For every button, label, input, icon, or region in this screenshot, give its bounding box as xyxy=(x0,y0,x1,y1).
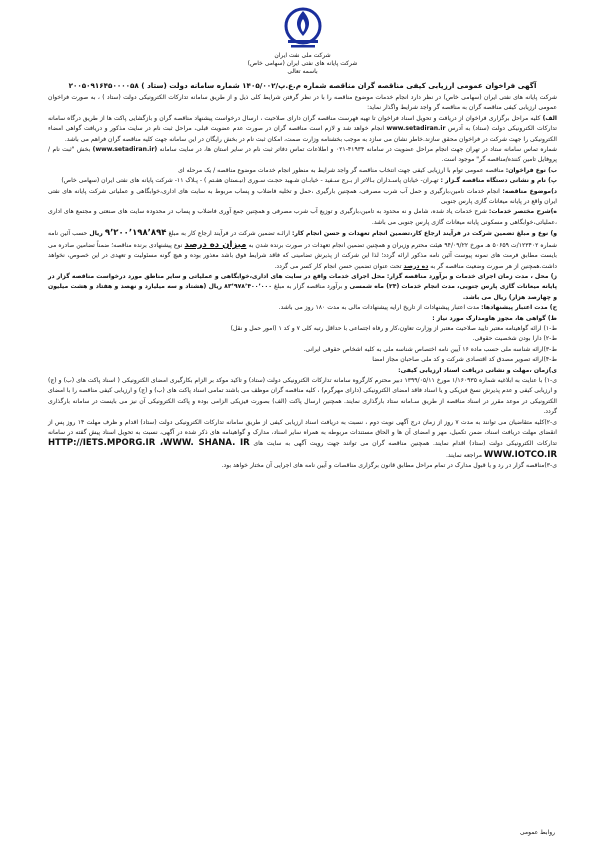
section-alef-text2: انجام خواهد شد و لازم است مناقصه گران در صورت عدم عضویت قبلی، مراحل ثبت نام در سایت مذکور و دریافت گواهی امضاء الکترونیکی را جهت شرکت در فراخوان محقق سازند.خاطر نشان می سازد به موجب بخشنامه وزارت صمت، امکان ثبت نام در بخش رایگان در این سامانه جهت کلیه مناقصه گران فراهم می باشد. xyxy=(48,125,557,143)
ye-item-2 xyxy=(48,418,557,462)
section-ze-label: ز) محل ، مدت زمان اجرای خدمات و برآورد مناقصه گزار: xyxy=(386,272,557,280)
section-ze-t2: و برآورد مناقصه گزار به مبلغ xyxy=(274,283,348,291)
guarantee-amount: ۹٬۲۰۰٬۱۹۸٬۸۹۴ xyxy=(104,228,167,239)
iotco-site-link[interactable]: WWW.IOTCO.IR xyxy=(483,449,557,460)
ye-item-3: ی-۳)مناقصه گزار در رد و یا قبول مدارک در تمام مراحل مطابق قانون برگزاری مناقصات و آیین نامه های اجرایی آن مختار خواهد بود. xyxy=(221,462,557,470)
nioc-logo-icon xyxy=(272,6,334,52)
notice-title: آگهی فراخوان عمومی ارزیابی کیفی مناقصه گران مناقصه شماره م.ع.پ/۱۴۰۵/۰۰۲ شماره سامانه دولت (ستاد ) ۲۰۰۵۰۹۱۶۴۵۰۰۰۰۵۸ xyxy=(68,81,537,90)
company-name: شرکت ملی نفت ایران xyxy=(274,52,331,59)
section-vav-t4: نوع پیشنهادی برنده مناقصه؛ ضمناً تضامین صادره می بایست مطابق فرمت های نمونه پیوست آئین نامه مذکور ارائه گردد؛ لذا این شرکت از پذیرش تضامینی که فاقد شرایط فوق باشد معذور بوده و هیچ گونه مسئولیت و تعهدی در این خصوص، نخواهد داشت.همچنین از هر صورت وضعیت مناقصه گر به xyxy=(48,241,557,270)
ta-item-3: ط-۳)ارائه شناسه ملی حسب ماده ۱۶ آیین نامه اختصاص شناسه ملی به کلیه اشخاص حقوقی ایرانی. xyxy=(303,345,557,353)
praise-line: باسمه تعالی xyxy=(287,68,318,75)
ta-item-1: ط-۱) ارائه گواهینامه معتبر تایید صلاحیت معتبر از وزارت تعاون،کار و رفاه اجتماعی با حداقل رتبه کلی ۷ و کد ۱ (امور حمل و نقل) xyxy=(230,324,557,332)
section-alef-text4: بخش "ثبت نام / پروفایل تامین کننده/مناقصه گر" موجود است. xyxy=(48,146,557,164)
section-dal-label: د)موضوع مناقصه: xyxy=(502,187,557,195)
section-ye-heading: ی)زمان ،مهلت و نشانی دریافت اسناد ارزیابی کیفی: xyxy=(398,366,557,374)
notice-header xyxy=(48,6,557,90)
section-alef-label: الف) xyxy=(542,114,558,122)
section-be xyxy=(48,166,557,176)
section-he-label: ه)شرح مختصر خدمات: xyxy=(488,208,557,216)
section-alef-text3: شماره تماس سامانه ستاد در تهران جهت انجام مراحل عضویت در سامانه ۴۱۹۳۴-۰۲۱ و اطلاعات تماس دفاتر ثبت نام در سایر استان ها، در سایت سامانه xyxy=(159,146,557,154)
section-he2 xyxy=(48,303,557,313)
section-be-label: ب) نوع فراخوان: xyxy=(505,166,557,174)
contract-duration: (۲۴) ماه شمسی xyxy=(349,283,400,291)
setad-site-link[interactable]: www.setadiran.ir xyxy=(386,125,446,133)
section-vav-t5: تحت عنوان تضمین حسن انجام کار کسر می گردد. xyxy=(274,262,402,270)
section-he xyxy=(48,207,557,228)
estimate-amount: ۸۳٬۹۷۸٬۴۰۰٬۰۰۰ xyxy=(224,283,272,291)
section-dal xyxy=(48,187,557,208)
section-vav-t3: حسب آئین نامه شماره ۱۲۳۴۰۲/ت ۵۰۶۵۹ هـ مورخ ۹۴/۰۹/۲۲ هیئت محترم وزیران و همچنین تضمین انجام تعهدات در صورت برنده شدن به xyxy=(48,230,558,249)
section-vav-t1: ارائـه تضمین شرکت در فرآیند ارجاع کار به مبلغ xyxy=(168,230,290,238)
setad-site-link-2[interactable]: (www.setadiran.ir) xyxy=(92,146,158,154)
ye-item-1: ی-۱) با عنایت به ابلاغیه شماره ۱/۱۶۰۹۳۵ مورخ ۱۳۹۹/۰۵/۱۱ دبیر محترم کارگروه سامانه تدارکات الکترونیکی دولت (ستاد) و تاکید موکد بر الزام بکارگیری امضای الکترونیکی ( اسناد پاکت های (ب) و (ج) و ارزیابی کیفی و عدم پذیرش نسخ فیزیکی و یا اسناد فاقد امضای الکترونیکی (دارای مهرگرم) ، کلیه مناقصه گران موظف می باشند تمامی اسناد پاکت های (ب) و (ج) و ارزیابی کیفی مناقصه را با امضای الکترونیکی در موعد مقرر در اسناد مناقصه از طریق سـامانه ستاد بارگذاری نمایند. همچنین ارسال پاکت (الف) بصورت فیزیکی الزامی بوده و پاکت الکترونیکی آن نیز می بایست در سامانه بارگذاری گردد. xyxy=(48,376,557,416)
section-pe-text: تهـران- خیابان پاسـداران بـالاتر از بـرج سـفید - خیابـان شـهید حجـت سـوری (نیـستان هفـتم ) - پـلاک ۱۱- شرکت پایانه های نفتی ایران (سهامی خاص) xyxy=(61,177,439,185)
section-alef-text1: کلیه مراحل برگزاری فراخوان از دریافت و تحویل اسناد فراخوان تا تهیه فهرست مناقصه گران دارای صلاحیت ، ارسال درخواست پیشنهاد مناقصه گران و بازگشایی پاکت ها از طریق درگاه سامانه تدارکات الکترونیکی دولت (ستاد) به آدرس xyxy=(48,114,558,133)
section-ze xyxy=(48,272,557,303)
guarantee-currency: ریال xyxy=(89,230,103,238)
section-pe xyxy=(48,176,557,186)
section-vav-label: و) نوع و مبلغ تضمین شرکت در فرآیند ارجاع کار،تضمین انجام تعهدات و حسن انجام کار: xyxy=(291,230,558,238)
section-vav xyxy=(48,228,557,272)
guarantee-percent: میزان ده درصد xyxy=(184,239,247,250)
section-ta-heading: ط) گواهی ها، مجوز هاومدارک مورد نیاز : xyxy=(432,314,557,322)
section-he2-text: مدت اعتبار پیشنهادات از تاریخ ارایه پیشنهادات مالی به مدت ۱۸۰ روز می باشد. xyxy=(278,304,480,312)
section-alef xyxy=(48,114,557,145)
intro-paragraph: شرکت پایانه های نفتی ایران (سهامی خاص) در نظر دارد انجام خدمات موضوع مناقصه را با در نظر گرفتن شرایط کلی ذیل و از طریق سامانه تدارکات الکترونیکی دولت (ستاد ) ، به صورت فراخوان عمومی ارزیابی کیفی مناقصه گران به مناقصه گر واجد شرایط واگذار نماید: xyxy=(48,94,557,112)
guarantee-percent-2: ده درصد xyxy=(403,262,429,270)
section-ze-t3: ریال (هشتاد و سه میلیارد و نهصد و هفتاد و هشت میلیون و چهارصد هزار) ریال می باشد. xyxy=(48,283,557,301)
ye-item-2-text: ی-۲)کلیه متقاضیان می توانند به مدت ۷ روز از زمان درج آگهی نوبت دوم ، نسبت به دریافت اسناد ارزیابی کیفی از طریق سامانه تدارکات الکترونیکی دولت (ستاد) اقدام و ظرف مهلت ۱۴ روز پس از انقضای مهلت دریافت اسناد، ضمن تکمیل، مهر و امضای آن ها و الحاق مستندات مربوطه به همراه سایر اسناد، مدارک و گواهینامه های ذکر شده در آگهی، نسبت به تحویل اسناد پیش گفته در سامانه تدارکات الکترونیکی دولت (ستاد) اقدام نمایند. همچنین مناقصه گران می توانند جهت رویت آگهی به سایت های xyxy=(48,418,558,448)
subsidiary-name: شرکت پایانه های نفتی ایران (سهامی خاص) xyxy=(247,60,358,67)
ta-item-4: ط-۴)ارائه تصویر مصدق کد اقتصادی شرکت و کد ملی صاحبان مجاز امضا xyxy=(372,356,557,364)
notice-sites-links[interactable]: HTTP://IETS.MPORG.IR ،WWW. SHANA. IR xyxy=(48,438,250,449)
ye-item-2-end: مراجعه نمایند. xyxy=(446,451,482,459)
section-he2-label: ح) مدت اعتبار پیشنهادها: xyxy=(481,304,557,312)
section-dal-text: انجام خدمات تامین،بارگیری و حمل آب شرب مصرفی، همچنین بارگیری ،حمل و تخلیه فاضلاب و پساب مربوط به سایت های اداری،خوابگاهی و عملیاتی شرکت پایانه های نفتی ایران واقع در پایانه میعانات گازی پارس جنوبی xyxy=(48,187,557,206)
section-be-text: مناقصه عمومی توام با ارزیابی کیفی جهت انتخاب مناقصه گر واجد شرایط به منظور انجام خدمات موضوع مناقصه / یک مرحله ای xyxy=(178,166,504,174)
section-ze-t1: محل اجرای خدمات واقع در سایت های اداری،خوابگاهی و عملیاتی و سایر مناطق مورد درخواست مناقصه گزار در پایانه میعانات گازی پارس جنوبی، مدت انجام خدمات xyxy=(48,272,557,291)
ta-item-2: ط-۲) دارا بودن شخصیت حقوقی. xyxy=(472,335,557,343)
section-he-text: شرح خدمات یاد شده، شامل و نه محدود به تامین،بارگیری و توزیع آب شرب مصرفی و همچنین جمع آوری فاضلاب و پساب در محدوده سایت های صنعتی و مجتمع های اداری ،عملیاتی،خوابگاهی و مسکونی پایانه میعانات گازی پارس جنوبی می باشد. xyxy=(48,208,557,226)
section-alef-contact xyxy=(48,145,557,166)
section-pe-label: پ) نام و نشانی دستگاه مناقصه گـزار : xyxy=(440,177,557,185)
public-relations-footer: روابط عمومی xyxy=(519,829,555,836)
